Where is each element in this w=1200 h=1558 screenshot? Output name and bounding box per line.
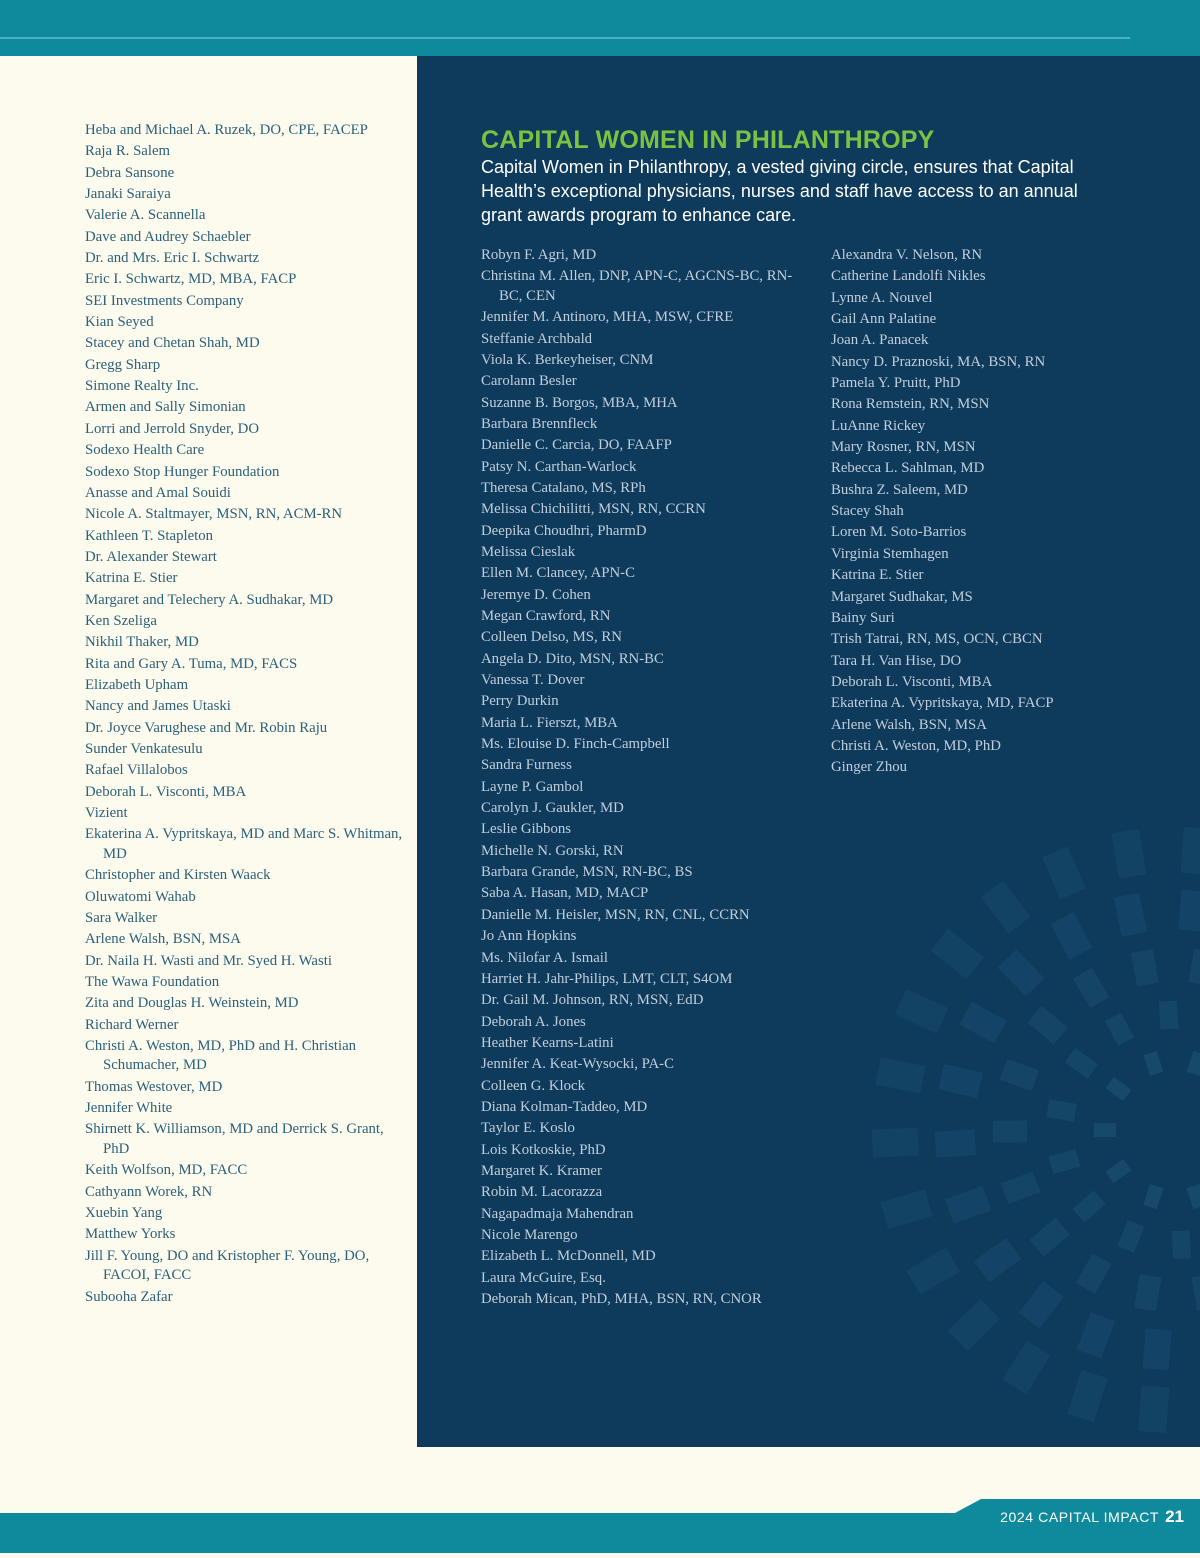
name-item: Heba and Michael A. Ruzek, DO, CPE, FACEP <box>85 122 368 138</box>
name-item: Nicole A. Staltmayer, MSN, RN, ACM-RN <box>85 506 343 523</box>
name-item: Nancy D. Praznoski, MA, BSN, RN <box>831 353 1046 370</box>
name-item: Christi A. Weston, MD, PhD and H. Christian Schumacher, MD <box>85 1037 357 1074</box>
name-item: Nancy and James Utaski <box>85 698 231 715</box>
member-list-column-1 <box>481 246 811 1311</box>
section-heading: CAPITAL WOMEN IN PHILANTHROPY <box>481 126 935 154</box>
footer-label <box>1000 1507 1184 1527</box>
name-item: Alexandra V. Nelson, RN <box>831 247 983 263</box>
name-item: Angela D. Dito, MSN, RN-BC <box>481 650 664 667</box>
name-item: Danielle M. Heisler, MSN, RN, CNL, CCRN <box>481 906 750 923</box>
name-item: Sara Walker <box>85 909 158 926</box>
name-item: Kathleen T. Stapleton <box>85 527 214 544</box>
name-item: Dr. and Mrs. Eric I. Schwartz <box>85 250 260 267</box>
name-item: Ms. Elouise D. Finch-Campbell <box>481 736 670 753</box>
name-item: Diana Kolman-Taddeo, MD <box>481 1098 648 1115</box>
name-item: Vanessa T. Dover <box>481 672 585 689</box>
name-item: Stacey and Chetan Shah, MD <box>85 335 260 352</box>
name-item: Margaret K. Kramer <box>481 1162 602 1179</box>
name-item: Catherine Landolfi Nikles <box>831 268 986 285</box>
name-item: Colleen G. Klock <box>481 1077 585 1094</box>
name-item: Gail Ann Palatine <box>831 311 937 328</box>
name-item: Christi A. Weston, MD, PhD <box>831 737 1001 754</box>
name-item: SEI Investments Company <box>85 292 244 309</box>
name-item: Dr. Alexander Stewart <box>85 548 217 565</box>
name-item: Deepika Choudhri, PharmD <box>481 522 647 539</box>
name-item: Michelle N. Gorski, RN <box>481 842 624 859</box>
top-header-rule <box>0 37 1130 39</box>
name-item: Sodexo Stop Hunger Foundation <box>85 463 280 480</box>
name-item: Dr. Joyce Varughese and Mr. Robin Raju <box>85 719 328 736</box>
name-item: Dave and Audrey Schaebler <box>85 228 251 245</box>
name-item: Theresa Catalano, MS, RPh <box>481 479 646 496</box>
name-item: Melissa Chichilitti, MSN, RN, CCRN <box>481 501 706 518</box>
name-item: Simone Realty Inc. <box>85 378 199 395</box>
name-item: Carolann Besler <box>481 373 577 390</box>
name-item: Stacey Shah <box>831 503 904 520</box>
name-item: Rafael Villalobos <box>85 762 188 779</box>
donor-list-left <box>85 121 405 1309</box>
name-item: Jennifer M. Antinoro, MHA, MSW, CFRE <box>481 309 734 326</box>
name-item: Jeremye D. Cohen <box>481 586 591 603</box>
name-item: Joan A. Panacek <box>831 332 929 349</box>
name-item: Elizabeth Upham <box>85 676 189 693</box>
name-item: Bushra Z. Saleem, MD <box>831 481 968 498</box>
name-item: Christopher and Kirsten Waack <box>85 867 271 884</box>
name-item: Raja R. Salem <box>85 143 171 160</box>
name-item: Anasse and Amal Souidi <box>85 484 231 501</box>
name-item: Sodexo Health Care <box>85 442 205 459</box>
top-header-band <box>0 0 1200 56</box>
name-item: Richard Werner <box>85 1016 179 1033</box>
name-item: Elizabeth L. McDonnell, MD <box>481 1248 656 1265</box>
name-item: Lois Kotkoskie, PhD <box>481 1141 606 1158</box>
name-item: The Wawa Foundation <box>85 973 220 990</box>
name-item: Katrina E. Stier <box>85 570 178 587</box>
name-item: Deborah L. Visconti, MBA <box>85 783 247 800</box>
page-number: 21 <box>1165 1507 1184 1526</box>
name-item: Ken Szeliga <box>85 612 157 629</box>
name-item: Nikhil Thaker, MD <box>85 634 199 651</box>
name-item: Deborah Mican, PhD, MHA, BSN, RN, CNOR <box>481 1291 762 1307</box>
name-item: Viola K. Berkeyheiser, CNM <box>481 351 654 368</box>
member-names <box>831 246 1161 780</box>
name-item: Heather Kearns-Latini <box>481 1034 614 1051</box>
name-item: Deborah L. Visconti, MBA <box>831 673 993 690</box>
name-item: Maria L. Fierszt, MBA <box>481 714 618 731</box>
name-item: Oluwatomi Wahab <box>85 888 196 905</box>
name-item: Nicole Marengo <box>481 1226 578 1243</box>
name-item: Katrina E. Stier <box>831 567 924 584</box>
name-item: Robyn F. Agri, MD <box>481 247 597 263</box>
name-item: Perry Durkin <box>481 693 559 710</box>
name-item: Jo Ann Hopkins <box>481 928 577 945</box>
name-item: Layne P. Gambol <box>481 778 584 795</box>
name-item: Debra Sansone <box>85 164 175 181</box>
name-item: Sunder Venkatesulu <box>85 740 203 757</box>
name-item: Jill F. Young, DO and Kristopher F. Young, DO, FACOI, FACC <box>85 1247 370 1284</box>
name-item: Janaki Saraiya <box>85 186 171 203</box>
name-item: Lorri and Jerrold Snyder, DO <box>85 420 260 437</box>
name-item: Patsy N. Carthan-Warlock <box>481 458 637 475</box>
name-item: Leslie Gibbons <box>481 821 572 838</box>
name-item: Loren M. Soto-Barrios <box>831 524 967 541</box>
name-item: Eric I. Schwartz, MD, MBA, FACP <box>85 271 297 288</box>
name-item: Cathyann Worek, RN <box>85 1183 213 1200</box>
section-intro: Capital Women in Philanthropy, a vested giving circle, ensures that Capital Health’s exceptional physicians, nurses and staff have access to an annual grant awards program to enhance care. <box>481 157 1078 225</box>
name-item: Harriet H. Jahr-Philips, LMT, CLT, S4OM <box>481 970 733 987</box>
name-item: Steffanie Archbald <box>481 330 593 347</box>
name-item: Shirnett K. Williamson, MD and Derrick S. Grant, PhD <box>85 1121 384 1157</box>
name-item: Ekaterina A. Vypritskaya, MD and Marc S. Whitman, MD <box>85 826 403 862</box>
name-item: Rona Remstein, RN, MSN <box>831 396 990 413</box>
name-item: Mary Rosner, RN, MSN <box>831 439 976 456</box>
name-item: Margaret Sudhakar, MS <box>831 588 973 605</box>
donor-names <box>85 121 405 1309</box>
name-item: Rebecca L. Sahlman, MD <box>831 460 985 477</box>
name-item: Colleen Delso, MS, RN <box>481 629 622 646</box>
name-item: Christina M. Allen, DNP, APN-C, AGCNS-BC, RN-BC, CEN <box>481 268 793 304</box>
name-item: Barbara Grande, MSN, RN-BC, BS <box>481 864 693 881</box>
name-item: Subooha Zafar <box>85 1288 173 1305</box>
name-item: Armen and Sally Simonian <box>85 399 246 416</box>
member-list-column-2 <box>831 246 1161 780</box>
name-item: Kian Seyed <box>85 314 154 331</box>
name-item: Bainy Suri <box>831 609 895 626</box>
name-item: Deborah A. Jones <box>481 1013 586 1030</box>
name-item: Arlene Walsh, BSN, MSA <box>831 716 987 733</box>
name-item: Virginia Stemhagen <box>831 545 949 562</box>
name-item: Laura McGuire, Esq. <box>481 1269 606 1286</box>
name-item: Matthew Yorks <box>85 1226 176 1243</box>
name-item: Sandra Furness <box>481 757 572 774</box>
name-item: Taylor E. Koslo <box>481 1120 575 1137</box>
name-item: Rita and Gary A. Tuma, MD, FACS <box>85 655 298 672</box>
name-item: Dr. Naila H. Wasti and Mr. Syed H. Wasti <box>85 952 332 969</box>
name-item: Xuebin Yang <box>85 1205 163 1221</box>
name-item: Arlene Walsh, BSN, MSA <box>85 931 241 948</box>
name-item: Trish Tatrai, RN, MS, OCN, CBCN <box>831 631 1043 648</box>
name-item: Barbara Brennfleck <box>481 415 598 432</box>
name-item: Melissa Cieslak <box>481 543 576 560</box>
name-item: Ellen M. Clancey, APN-C <box>481 565 635 582</box>
name-item: Megan Crawford, RN <box>481 608 611 624</box>
name-item: Zita and Douglas H. Weinstein, MD <box>85 995 299 1012</box>
name-item: Jennifer White <box>85 1100 173 1117</box>
name-item: LuAnne Rickey <box>831 417 926 434</box>
name-item: Suzanne B. Borgos, MBA, MHA <box>481 394 678 411</box>
name-item: Dr. Gail M. Johnson, RN, MSN, EdD <box>481 992 704 1009</box>
name-item: Nagapadmaja Mahendran <box>481 1205 634 1222</box>
name-item: Jennifer A. Keat-Wysocki, PA-C <box>481 1056 674 1073</box>
name-item: Lynne A. Nouvel <box>831 289 933 306</box>
name-item: Ms. Nilofar A. Ismail <box>481 949 608 966</box>
name-item: Thomas Westover, MD <box>85 1078 223 1095</box>
name-item: Carolyn J. Gaukler, MD <box>481 800 624 817</box>
name-item: Margaret and Telechery A. Sudhakar, MD <box>85 591 334 608</box>
name-item: Gregg Sharp <box>85 356 161 373</box>
name-item: Pamela Y. Pruitt, PhD <box>831 375 961 392</box>
name-item: Valerie A. Scannella <box>85 207 206 224</box>
name-item: Robin M. Lacorazza <box>481 1184 603 1201</box>
member-names <box>481 246 811 1311</box>
name-item: Danielle C. Carcia, DO, FAAFP <box>481 437 672 454</box>
publication-name: 2024 CAPITAL IMPACT <box>1000 1509 1160 1525</box>
name-item: Tara H. Van Hise, DO <box>831 652 962 669</box>
name-item: Keith Wolfson, MD, FACC <box>85 1162 248 1179</box>
name-item: Vizient <box>85 805 128 821</box>
name-item: Saba A. Hasan, MD, MACP <box>481 885 649 902</box>
name-item: Ekaterina A. Vypritskaya, MD, FACP <box>831 695 1054 712</box>
name-item: Ginger Zhou <box>831 759 908 776</box>
